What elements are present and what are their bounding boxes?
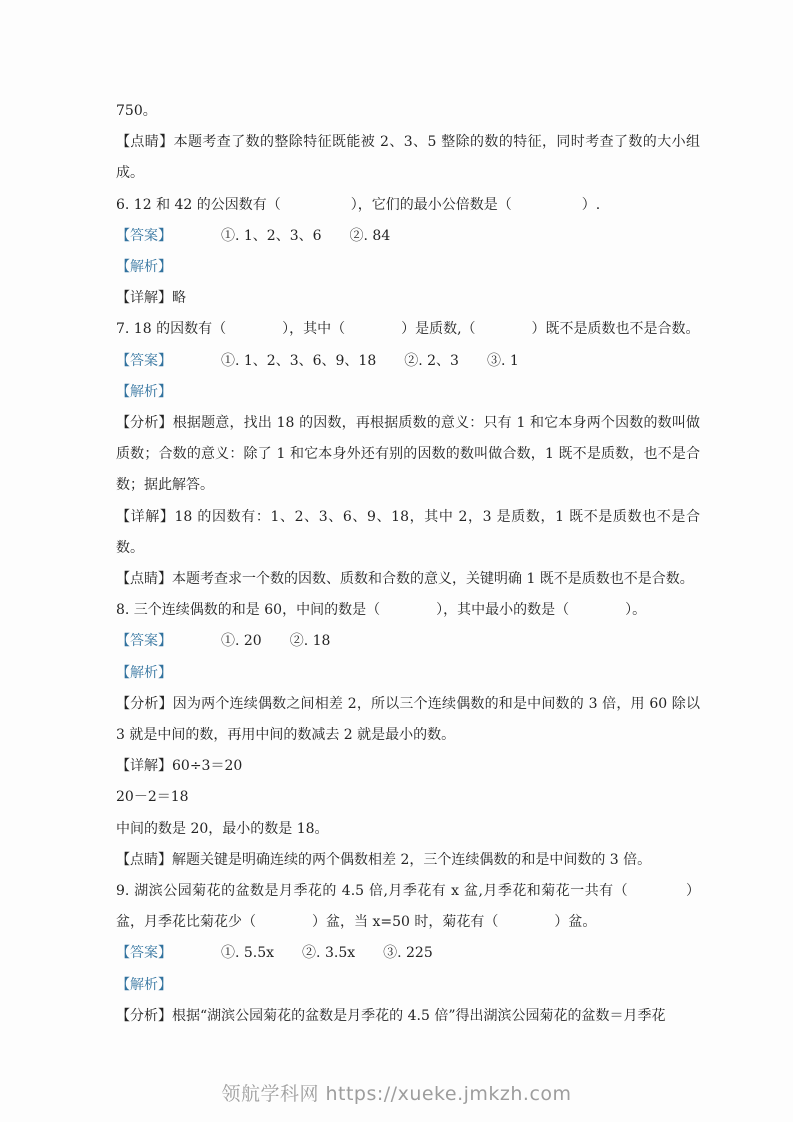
analysis-detail-label: 【分析】 — [116, 695, 173, 712]
q6-question-text: 6. 12 和 42 的公因数有（ ），它们的最小公倍数是（ ）. — [116, 196, 601, 213]
q8-question-text: 8. 三个连续偶数的和是 60，中间的数是（ ），其中最小的数是（ ）。 — [116, 602, 647, 619]
watermark — [0, 1079, 793, 1106]
tips-label: 【点睛】 — [116, 571, 172, 588]
q6-analysis-heading — [116, 252, 700, 283]
analysis-label: 【解析】 — [116, 664, 172, 681]
q9-analysis-paragraph: 【分析】根据“湖滨公园菊花的盆数是月季花的 4.5 倍”得出湖滨公园菊花的盆数＝月季花 — [116, 1007, 666, 1024]
q8-detail-equation-2: 20－2＝18 — [116, 789, 189, 806]
analysis-detail-label: 【分析】 — [116, 1007, 172, 1024]
answer-label: 【答案】 — [116, 227, 165, 244]
q9-analysis-heading — [116, 970, 700, 1001]
q8-conclusion-line: 中间的数是 20，最小的数是 18。 — [116, 820, 329, 837]
analysis-label: 【解析】 — [116, 259, 172, 276]
q8-tips-paragraph: 【点睛】解题关键是明确连续的两个偶数相差 2，三个连续偶数的和是中间数的 3 倍。 — [116, 851, 652, 868]
q8-detail-equation-1: 【详解】60÷3＝20 — [116, 758, 243, 775]
answer-label: 【答案】 — [116, 633, 165, 650]
q8-analysis-paragraph: 【分析】因为两个连续偶数之间相差 2，所以三个连续偶数的和是中间数的 3 倍，用 60 除以 3 就是中间的数，再用中间的数减去 2 就是最小的数。 — [116, 695, 705, 744]
tips-label: 【点睛】 — [116, 134, 174, 151]
watermark-text: 领航学科网 https://xueke.jmkzh.com — [221, 1083, 572, 1105]
detail-label: 【详解】 — [116, 508, 175, 525]
q8-answer-line: 【答案】 ①. 20 ②. 18 — [116, 633, 331, 650]
detail-label: 【详解】 — [116, 290, 172, 307]
answer-label: 【答案】 — [116, 945, 165, 962]
continuation-answer-text: 750。 — [116, 103, 157, 119]
q7-analysis-paragraph: 【分析】根据题意，找出 18 的因数，再根据质数的意义：只有 1 和它本身两个因数的数叫做质数；合数的意义：除了 1 和它本身外还有别的因数的数叫做合数，1 既不是质数，也不是合数；据此解答。 — [116, 415, 700, 494]
tips-label: 【点睛】 — [116, 851, 172, 868]
answer-label: 【答案】 — [116, 352, 165, 369]
analysis-detail-label: 【分析】 — [116, 415, 173, 432]
q7-detail-paragraph: 【详解】18 的因数有：1、2、3、6、9、18，其中 2，3 是质数，1 既不是质数也不是合数。 — [116, 508, 701, 556]
analysis-label: 【解析】 — [116, 383, 172, 400]
analysis-label: 【解析】 — [116, 976, 172, 993]
q9-answer-line: 【答案】 ①. 5.5x ②. 3.5x ③. 225 — [116, 945, 433, 962]
q5-tips-paragraph: 【点睛】本题考查了数的整除特征既能被 2、3、5 整除的数的特征，同时考查了数的大小组成。 — [116, 134, 701, 182]
q7-answer-line: 【答案】 ①. 1、2、3、6、9、18 ②. 2、3 ③. 1 — [116, 352, 519, 369]
q9-question-text: 9. 湖滨公园菊花的盆数是月季花的 4.5 倍,月季花有 x 盆,月季花和菊花一共有（ ）盆，月季花比菊花少（ ）盆，当 x=50 时，菊花有（ ）盆。 — [116, 883, 700, 931]
document-body — [116, 96, 705, 1032]
detail-label: 【详解】 — [116, 758, 172, 775]
q7-question-text: 7. 18 的因数有（ ），其中（ ）是质数,（ ）既不是质数也不是合数。 — [116, 321, 700, 338]
q6-detail-line: 【详解】略 — [116, 290, 186, 307]
q7-analysis-heading — [116, 377, 700, 408]
q6-answer-line: 【答案】 ①. 1、2、3、6 ②. 84 — [116, 227, 391, 244]
q7-tips-paragraph: 【点睛】本题考查求一个数的因数、质数和合数的意义，关键明确 1 既不是质数也不是合数。 — [116, 571, 694, 588]
q8-analysis-heading — [116, 658, 700, 689]
